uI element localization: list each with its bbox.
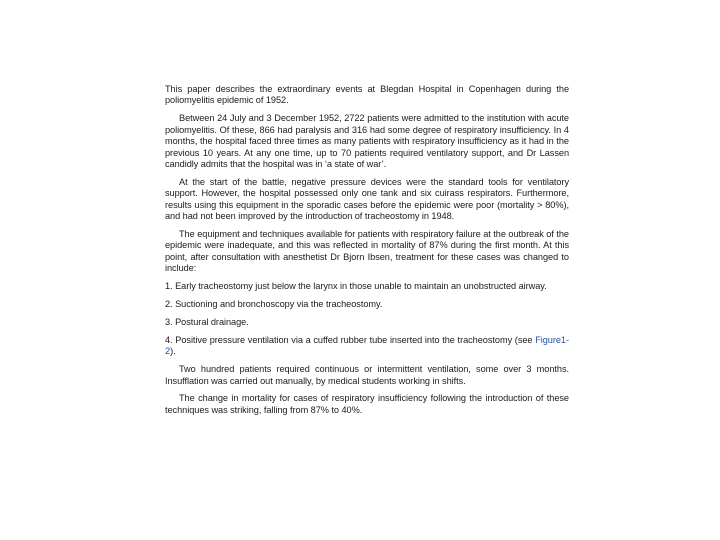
list-item-suctioning: 2. Suctioning and bronchoscopy via the tracheostomy. [165,299,383,309]
list-item-positive-pressure [165,335,569,358]
document-body [165,84,569,423]
intro-paragraph: This paper describes the extraordinary events at Blegdan Hospital in Copenhagen during the poliomyelitis epidemic of 1952. [165,84,569,106]
list-item-tracheostomy: 1. Early tracheostomy just below the larynx in those unable to maintain an unobstructed airway. [165,281,547,292]
admissions-paragraph: Between 24 July and 3 December 1952, 2722 patients were admitted to the institution with acute poliomyelitis. Of these, 866 had paralysis and 316 had some degree of respiratory insufficiency. In 4 months, the hospital faced three times as many patients with respiratory insufficiency as it had in the previous 10 years. At any one time, up to 70 patients required ventilatory support, and Dr Lassen candidly admits that the hospital was in ‘a state of war’. [165,113,569,169]
list-item-positive-pressure-text: 4. Positive pressure ventilation via a cuffed rubber tube inserted into the tracheostomy (see [165,334,536,345]
list-item-positive-pressure-end: ). [170,346,176,357]
mortality-paragraph: The change in mortality for cases of respiratory insufficiency following the introduction of these techniques was striking, falling from 87% to 40%. [165,393,569,415]
list-item-postural-drainage: 3. Postural drainage. [165,316,249,327]
treatment-change-paragraph: The equipment and techniques available for patients with respiratory failure at the outbreak of the epidemic were inadequate, and this was reflected in mortality of 87% during the first month. At this point, after consultation with anesthetist Dr Bjorn Ibsen, treatment for these cases was changed to include: [165,228,569,274]
negative-pressure-paragraph: At the start of the battle, negative pressure devices were the standard tools for ventilatory support. However, the hospital possessed only one tank and six cuirass respirators. Furthermore, results using this equipment in the sporadic cases before the epidemic were poor (mortality > 80%), and had not been improved by the introduction of tracheostomy in 1948. [165,176,569,222]
ventilation-paragraph: Two hundred patients required continuous or intermittent ventilation, some over 3 months. Insufflation was carried out manually, by medical students working in shifts. [165,364,569,386]
figure-link[interactable]: Figure1-2 [165,334,569,357]
